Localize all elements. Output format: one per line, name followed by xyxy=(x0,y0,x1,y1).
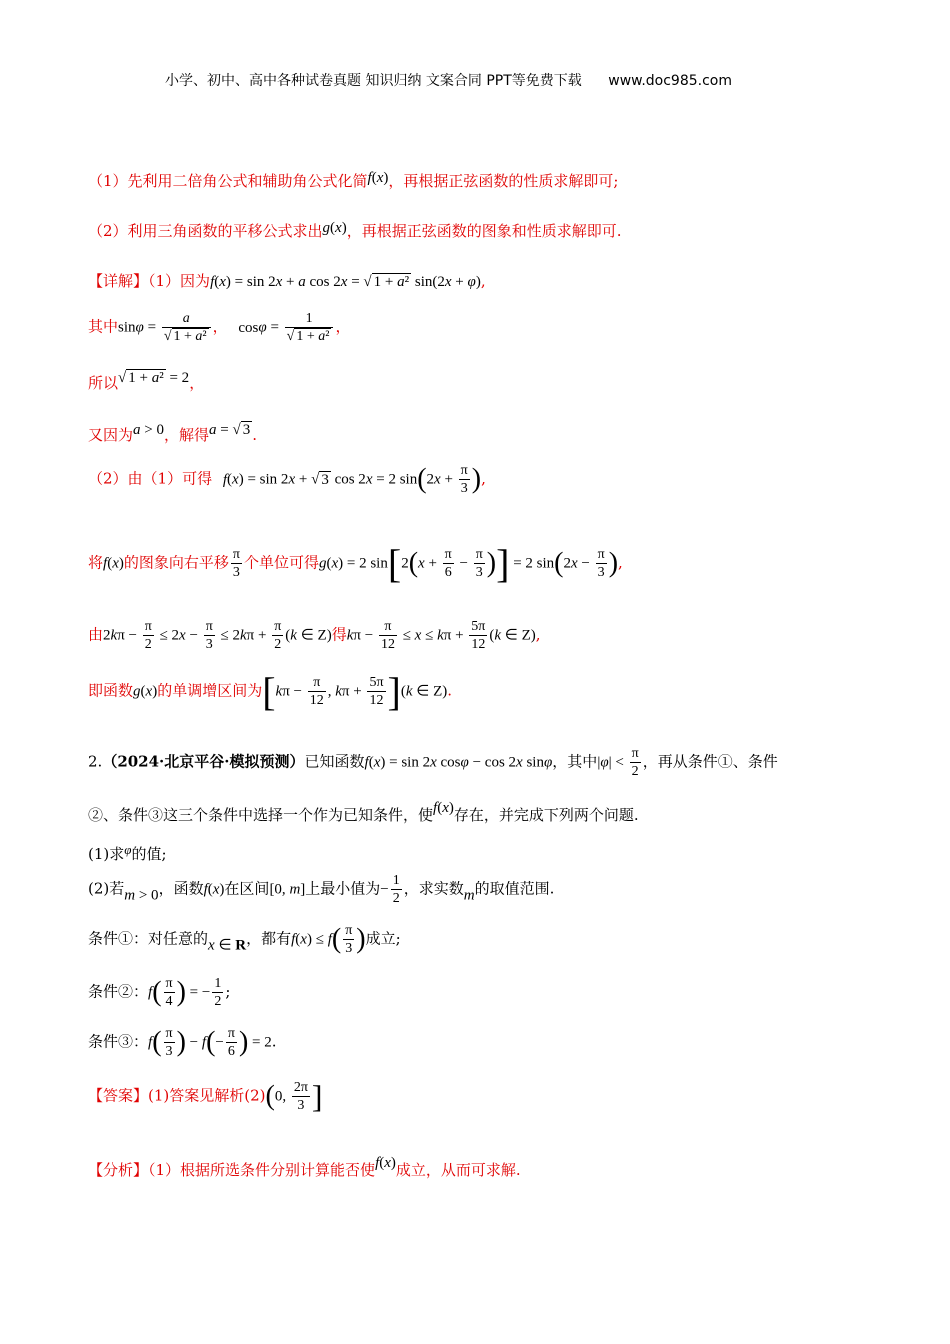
analysis-line-2: （2）利用三角函数的平移公式求出g(x)，再根据正弦函数的图象和性质求解即可. xyxy=(88,220,622,240)
problem2-question-2: (2)若m > 0，函数f(x)在区间[0, m]上最小值为− $\frac{1}{2}$ ，求实数m的取值范围. xyxy=(88,873,555,906)
analysis-line-1: （1）先利用二倍角公式和辅助角公式化简f(x)，再根据正弦函数的性质求解即可; xyxy=(88,170,619,190)
header-website: www.doc985.com xyxy=(608,73,732,89)
analysis-tag: 【分析】 xyxy=(88,1161,149,1179)
detail-line-2: 其中sinφ = $\frac{a}{\text{√ 1 + a²}}$ ， cosφ = $\frac{1}{\text{√ 1 + a²}}$ ， xyxy=(88,311,351,344)
detail-line-1: 【详解】（1）因为f(x) = sin 2x + a cos 2x = √ 1 + a² sin(2x + φ), xyxy=(88,272,486,290)
detail-line-5: （2）由（1）可得 f(x) = sin 2x + √ 3 cos 2x = 2 sin(2x + $\frac{\pi}{3}$ ), xyxy=(88,463,486,496)
page-header xyxy=(165,70,732,90)
problem2-analysis: 【分析】（1）根据所选条件分别计算能否使f(x)成立，从而可求解. xyxy=(88,1155,521,1179)
problem2-condition-1: 条件①：对任意的x ∈ R，都有f(x) ≤ f( $\frac{\pi}{3}$ )成立; xyxy=(88,923,401,956)
detail-line-3: 所以√ 1 + a² = 2， xyxy=(88,370,205,392)
detail-line-6: 将f(x)的图象向右平移 $\frac{\pi}{3}$ 个单位可得g(x) = 2 sin[2(x + $\frac{\pi}{6}$ − $\frac{\pi}{3}$ )] = 2 sin(2x − $\frac{\pi}{3}$ ), xyxy=(88,541,623,586)
problem2-question-1: (1)求φ的值; xyxy=(88,842,167,863)
problem2-line-2: ②、条件③这三个条件中选择一个作为已知条件，使f(x)存在，并完成下列两个问题. xyxy=(88,800,639,824)
problem2-condition-3: 条件③：f( $\frac{\pi}{3}$ ) − f(− $\frac{\pi}{6}$ ) = 2. xyxy=(88,1026,277,1059)
detail-line-4: 又因为a > 0，解得a = √ 3 . xyxy=(88,422,257,444)
header-title: 小学、初中、高中各种试卷真题 知识归纳 文案合同 PPT等免费下载 xyxy=(165,73,582,89)
answer-tag: 【答案】 xyxy=(88,1086,149,1105)
problem2-condition-2: 条件②：f( $\frac{\pi}{4}$ ) = − $\frac{1}{2}$ ; xyxy=(88,976,231,1009)
detail-line-7: 由2kπ − $\frac{\pi}{2}$ ≤ 2x − $\frac{\pi}{3}$ ≤ 2kπ + $\frac{\pi}{2}$ (k ∈ Z)得kπ − $\frac{\pi}{12}$ ≤ x ≤ kπ + $\frac{5\pi}{12}$ (k ∈ Z), xyxy=(88,619,541,652)
problem2-stem: 2.（2024·北京平谷·模拟预测）已知函数f(x) = sin 2x cosφ − cos 2x sinφ，其中|φ| < $\frac{\pi}{2}$ ，再从条件①、条件 xyxy=(88,746,778,779)
detail-tag: 【详解】 xyxy=(88,272,149,290)
problem2-answer: 【答案】(1)答案见解析(2)(0, $\frac{2\pi}{3}$ ] xyxy=(88,1078,323,1114)
detail-line-8: 即函数g(x)的单调增区间为[kπ − $\frac{\pi}{12}$ , kπ + $\frac{5\pi}{12}$ ](k ∈ Z). xyxy=(88,669,453,714)
